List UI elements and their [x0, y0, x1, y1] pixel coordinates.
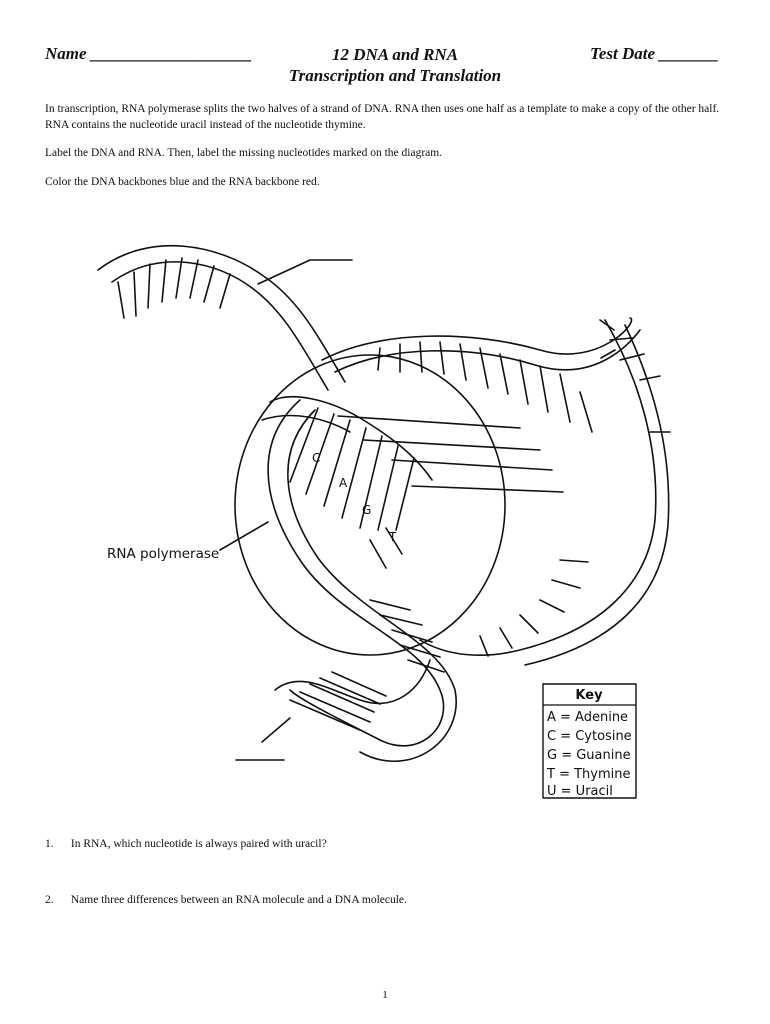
key-entry-uracil: U = Uracil [547, 784, 613, 799]
transcription-diagram [0, 230, 770, 810]
key-entry-thymine: T = Thymine [547, 767, 631, 782]
question-text: In RNA, which nucleotide is always paired with uracil? [70, 838, 327, 850]
dna-base-pairs-right [378, 320, 670, 656]
key-entry-cytosine: C = Cytosine [547, 729, 632, 744]
title-line-1: 12 DNA and RNA [331, 45, 459, 64]
question-2 [45, 894, 407, 906]
name-field-label: Name ___________________ [45, 44, 253, 63]
labeling-instruction: Label the DNA and RNA. Then, label the missing nucleotides marked on the diagram. [45, 147, 443, 159]
question-number: 1. [45, 838, 54, 850]
dna-base-pairs-lower [290, 600, 444, 730]
question-1 [45, 838, 327, 850]
key-entry-guanine: G = Guanine [547, 748, 631, 763]
intro-paragraph: In transcription, RNA polymerase splits the two halves of a strand of DNA. RNA then uses one half as a template to make a copy of the other half. RNA contains the nucleotide uracil instead of the nucleotide thymine. [45, 103, 720, 131]
key-entry-adenine: A = Adenine [547, 710, 629, 725]
nucleotide-label-t: T [389, 530, 397, 544]
question-text: Name three differences between an RNA molecule and a DNA molecule. [70, 894, 407, 906]
nucleotide-label-a: A [339, 476, 348, 490]
dna-strand-right [322, 318, 632, 360]
test-date-field-label: Test Date _______ [590, 44, 719, 63]
worksheet-title [180, 44, 610, 86]
key-title: Key [575, 688, 603, 703]
nucleotide-label-g: G [362, 503, 372, 517]
nucleotide-label-c: C [312, 451, 321, 465]
title-line-2: Transcription and Translation [288, 66, 502, 85]
dna-strand-upper-left [98, 246, 345, 382]
dna-base-pairs-upper-left [118, 258, 230, 318]
page-number: 1 [382, 989, 388, 1001]
question-number: 2. [45, 894, 54, 906]
coloring-instruction: Color the DNA backbones blue and the RNA backbone red. [45, 176, 320, 188]
rna-polymerase-label: RNA polymerase [107, 546, 220, 562]
